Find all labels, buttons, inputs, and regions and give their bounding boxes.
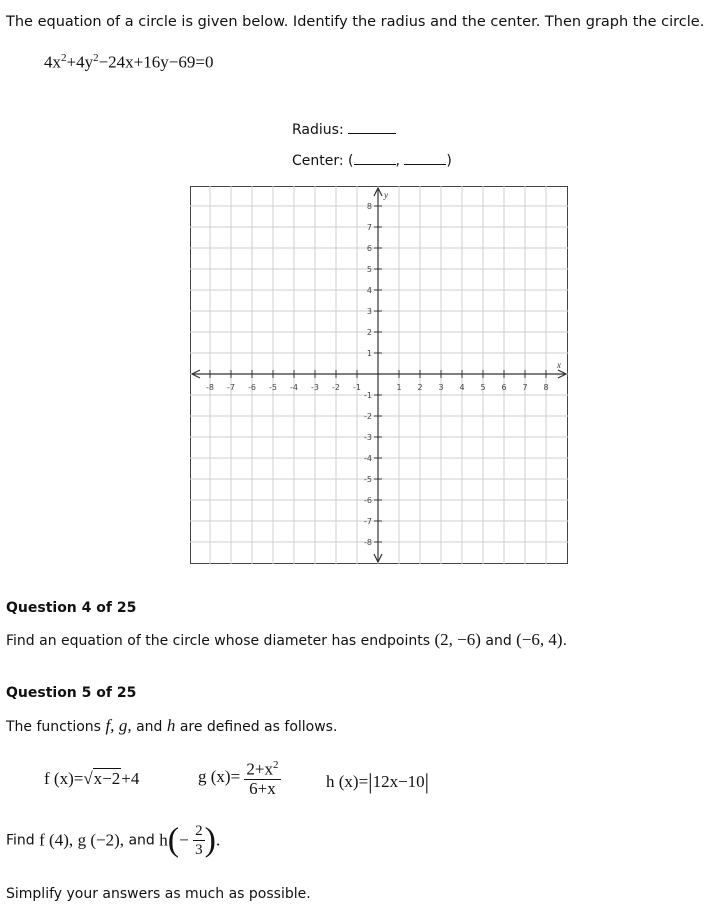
x-tick-label: 2 [417,383,423,392]
y-tick-label: 5 [366,265,372,274]
x-tick-label: 7 [522,383,528,392]
radius-answer-blank[interactable] [348,121,396,134]
x-tick-label: 3 [438,383,444,392]
x-tick-label: -4 [290,383,298,392]
x-tick-label: -1 [353,383,361,392]
x-tick-label: -6 [248,383,256,392]
q5-find: Find f (4), g (−2), and h(− $\frac{2}{3}$ ). [6,821,221,859]
x-tick-label: -3 [311,383,319,392]
y-tick-label: -2 [364,412,372,421]
q4-title: Question 4 of 25 [6,600,137,616]
x-tick-label: 5 [480,383,486,392]
y-tick-label: 8 [366,202,372,211]
y-tick-label: 6 [366,244,372,253]
f-definition: f (x)=√x−2+4 [44,769,140,788]
center-label: Center: ( [292,153,354,169]
center-y-blank[interactable] [404,152,446,165]
y-tick-label: -3 [364,433,372,442]
q4-point-1: (2, −6) [434,630,481,649]
center-x-blank[interactable] [354,152,396,165]
y-tick-label: -8 [364,538,372,547]
x-tick-label: 6 [501,383,507,392]
q3-equation: $4x^2+4y^2-24x+16y-69=0$ [44,52,214,72]
q5-intro: The functions f, g, and h are defined as follows. [6,716,338,735]
y-tick-label: -5 [364,475,372,484]
y-tick-label: 7 [366,223,372,232]
radius-row [292,121,396,138]
grid-lines [190,186,568,564]
x-tick-label: 8 [543,383,549,392]
x-tick-label: -5 [269,383,277,392]
y-tick-label: 1 [366,349,372,358]
g-definition: g (x)= $\frac{2+x^2}{6+x}$ [198,756,281,798]
x-tick-label: -8 [206,383,214,392]
y-tick-label: -1 [364,391,372,400]
y-tick-label: 2 [366,328,372,337]
coordinate-grid-graph[interactable] [190,186,568,564]
q3-instruction: The equation of a circle is given below. Identify the radius and the center. Then graph the circle. [6,14,705,30]
y-tick-label: -4 [364,454,372,463]
y-axis-label: y [384,190,388,200]
h-definition: h (x)=|12x−10| [326,769,430,794]
x-tick-label: 4 [459,383,465,392]
center-row: Center: ( , ) [292,153,452,169]
q4-text: Find an equation of the circle whose diameter has endpoints (2, −6) and (−6, 4). [6,630,568,649]
radius-label: Radius: [292,122,344,138]
x-tick-label: 1 [396,383,402,392]
x-tick-label: -7 [227,383,235,392]
q5-title: Question 5 of 25 [6,685,137,701]
x-tick-label: -2 [332,383,340,392]
q5-simplify: Simplify your answers as much as possible. [6,886,311,902]
axes [192,188,566,562]
graph-border [191,187,568,564]
x-axis-label: x [557,360,561,370]
q4-point-2: (−6, 4) [516,630,563,649]
y-tick-label: -6 [364,496,372,505]
y-tick-label: -7 [364,517,372,526]
y-tick-label: 4 [366,286,372,295]
y-tick-label: 3 [366,307,372,316]
